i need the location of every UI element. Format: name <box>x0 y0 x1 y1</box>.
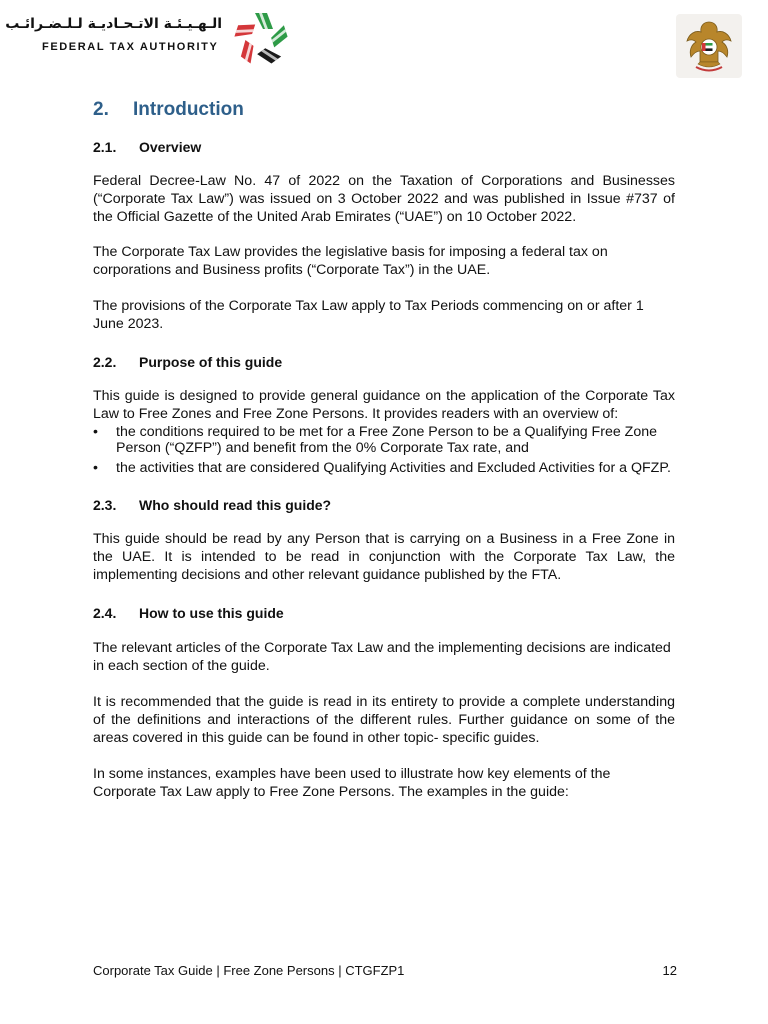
bullet-list <box>93 424 675 476</box>
subsection-number: 2.2. <box>93 354 117 370</box>
list-item: • the activities that are considered Qualifying Activities and Excluded Activities for a QFZP. <box>93 460 675 476</box>
subsection-number: 2.4. <box>93 605 117 621</box>
footer-document-title: Corporate Tax Guide | Free Zone Persons | CTGFZP1 <box>93 963 405 978</box>
fta-ribbon-icon <box>230 10 292 68</box>
subsection-title: Purpose of this guide <box>139 354 283 370</box>
list-item: • the conditions required to be met for a Free Zone Person to be a Qualifying Free Zone Person (“QZFP”) and benefit from the 0% Corporate Tax rate, and <box>93 424 675 456</box>
paragraph: This guide is designed to provide general guidance on the application of the Corporate Tax Law to Free Zones and Free Zone Persons. It provides readers with an overview of: <box>93 388 675 422</box>
page-footer <box>93 963 677 978</box>
subsection-title: Who should read this guide? <box>139 497 332 513</box>
section-number: 2. <box>93 99 109 120</box>
paragraph: The provisions of the Corporate Tax Law apply to Tax Periods commencing on or after 1 June 2023. <box>93 298 644 332</box>
subsection-heading-who <box>93 496 675 514</box>
section-title: Introduction <box>133 99 244 120</box>
page-content <box>93 96 675 801</box>
page-header <box>0 0 768 90</box>
section-heading <box>93 96 675 124</box>
logo-english-text: FEDERAL TAX AUTHORITY <box>42 41 219 53</box>
paragraph: In some instances, examples have been used to illustrate how key elements of the Corporate Tax Law apply to Free Zone Persons. The examples in the guide: <box>93 766 611 800</box>
uae-falcon-emblem-icon <box>676 14 742 78</box>
paragraph: The Corporate Tax Law provides the legislative basis for imposing a federal tax on corporations and Business profits (“Corporate Tax”) in the UAE. <box>93 244 608 278</box>
subsection-heading-purpose <box>93 353 675 371</box>
subsection-number: 2.3. <box>93 497 117 513</box>
paragraph: It is recommended that the guide is read in its entirety to provide a complete understanding of the definitions and interactions of the different rules. Further guidance on some of the areas covered in this guide can be found in other topic- specific guides. <box>93 694 675 746</box>
logo-arabic-text: الـهـيـئـة الاتـحـاديـة لـلـضـرائـب <box>5 16 222 32</box>
paragraph: This guide should be read by any Person that is carrying on a Business in a Free Zone in the UAE. It is intended to be read in conjunction with the Corporate Tax Law, the implementing decisions and other relevant guidance published by the FTA. <box>93 531 675 583</box>
subsection-number: 2.1. <box>93 139 117 155</box>
page-number: 12 <box>662 963 677 978</box>
subsection-title: How to use this guide <box>139 605 284 621</box>
subsection-heading-overview <box>93 138 675 156</box>
paragraph: The relevant articles of the Corporate Tax Law and the implementing decisions are indicated in each section of the guide. <box>93 640 671 674</box>
subsection-heading-how <box>93 604 675 622</box>
paragraph: Federal Decree-Law No. 47 of 2022 on the Taxation of Corporations and Businesses (“Corporate Tax Law”) was issued on 3 October 2022 and was published in Issue #737 of the Official Gazette of the United Arab Emirates (“UAE”) on 10 October 2022. <box>93 173 675 225</box>
subsection-title: Overview <box>139 139 202 155</box>
fta-logo <box>5 10 292 70</box>
